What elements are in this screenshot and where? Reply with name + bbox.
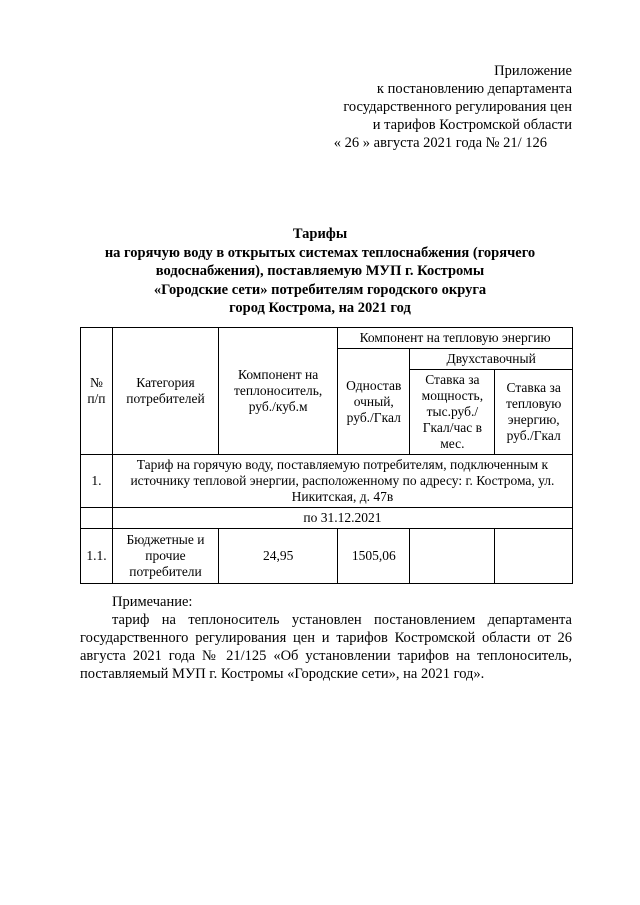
header-num: № п/п: [81, 328, 113, 455]
document-title: [60, 225, 580, 318]
header-energy-rate: Ставка за тепловую энергию, руб./Гкал: [495, 370, 573, 455]
header-one-part: Одностав очный, руб./Гкал: [338, 349, 410, 455]
annex-decree-ref: к постановлению департамента: [376, 81, 572, 97]
header-carrier: Компонент на теплоноситель, руб./куб.м: [219, 328, 338, 455]
row-energy-rate-value: [495, 529, 573, 584]
row-num: 1.1.: [81, 529, 113, 584]
note-text: тариф на теплоноситель установлен постановлением департамента государственного регулирования цен и тарифов Костромской области от 26 августа 2021 года № 21/125 «Об установлении тарифов на теплоноситель, поставляемый МУП г. Костромы «Городские сети», на 2021 год».: [80, 612, 572, 682]
period-label: по 31.12.2021: [112, 508, 572, 529]
note-heading: Примечание:: [112, 594, 193, 610]
row-carrier-value: 24,95: [219, 529, 338, 584]
section-description: Тариф на горячую воду, поставляемую потребителям, подключенным к источнику тепловой энергии, расположенному по адресу: г. Кострома, ул. Никитская, д. 47в: [112, 455, 572, 508]
header-heat-component: Компонент на тепловую энергию: [338, 328, 573, 349]
section-num: 1.: [81, 455, 113, 508]
note-section: [80, 593, 572, 683]
annex-decree-date: « 26 » августа 2021 года № 21/ 126: [333, 135, 547, 151]
annex-label: Приложение: [494, 63, 572, 79]
tariff-table: [80, 327, 573, 584]
title-line-3: водоснабжения), поставляемую МУП г. Костромы: [155, 263, 485, 279]
row-one-part-value: 1505,06: [338, 529, 410, 584]
row-category: Бюджетные и прочие потребители: [112, 529, 218, 584]
annex-header: [334, 62, 572, 152]
period-spacer: [81, 508, 113, 529]
header-capacity-rate: Ставка за мощность, тыс.руб./ Гкал/час в мес.: [410, 370, 495, 455]
annex-department: государственного регулирования цен: [343, 99, 572, 115]
title-line-2: на горячую воду в открытых системах теплоснабжения (горячего: [104, 244, 536, 261]
title-line-4: «Городские сети» потребителям городского округа: [153, 281, 487, 298]
header-category: Категория потребителей: [112, 328, 218, 455]
row-capacity-rate-value: [410, 529, 495, 584]
table-row: [81, 529, 573, 584]
title-line-5: город Кострома, на 2021 год: [229, 300, 411, 316]
annex-region: и тарифов Костромской области: [372, 117, 572, 133]
title-main: Тарифы: [292, 226, 348, 242]
header-two-part: Двухставочный: [410, 349, 573, 370]
